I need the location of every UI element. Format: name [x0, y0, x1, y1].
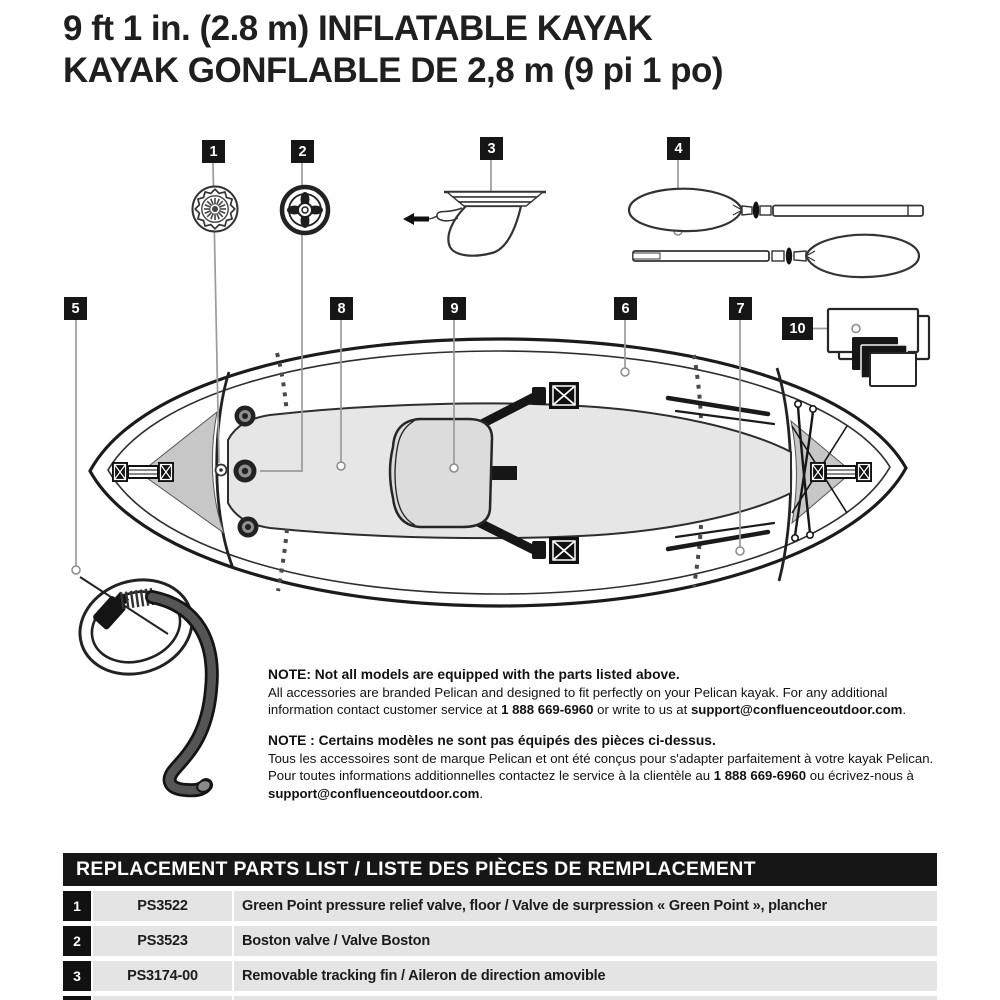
callout-6-label: 6 [621, 300, 630, 317]
part-number: PS3523 [137, 933, 188, 949]
pressure-relief-valve-illustration [193, 187, 238, 232]
callout-7-label: 7 [736, 300, 745, 317]
table-row [63, 961, 937, 991]
stern-handle [810, 462, 872, 482]
row-number: 1 [63, 891, 93, 921]
callout-2-label: 2 [298, 143, 307, 160]
support-email-fr: support@confluenceoutdoor.com [268, 785, 480, 801]
row-number: 2 [63, 926, 93, 956]
kayak-top-view [90, 339, 906, 606]
callout-4 [667, 137, 690, 160]
note-fr-text: Tous les accessoires sont de marque Pelican et ont été conçus pour s'adapter parfaitement à votre kayak Pelican. Pour toutes informations additionnelles contactez le service à la clientèle au [268, 750, 934, 784]
note-english [268, 666, 944, 719]
callout-9 [443, 297, 466, 320]
callout-5-label: 5 [71, 300, 80, 317]
callout-1 [202, 140, 225, 163]
callout-8-label: 8 [337, 300, 346, 317]
callout-10-label: 10 [789, 320, 806, 337]
note-fr-text3: . [479, 785, 484, 801]
part-number: PS3174-00 [127, 968, 198, 984]
part-description [232, 996, 937, 1000]
callout-8 [330, 297, 353, 320]
repair-patches-illustration [828, 309, 929, 386]
callout-3-label: 3 [487, 140, 496, 157]
note-en-text2: or write to us at [593, 702, 691, 718]
title-line-en: 9 ft 1 in. (2.8 m) INFLATABLE KAYAK [63, 9, 653, 48]
note-english-heading: NOTE: Not all models are equipped with the parts listed above. [268, 667, 680, 682]
callout-2 [291, 140, 314, 163]
note-fr-text2: ou écrivez-nous à [806, 768, 914, 784]
note-french [268, 732, 944, 802]
table-row-partial [63, 996, 937, 1000]
row-number: 3 [63, 961, 93, 991]
part-description: Boston valve / Valve Boston [232, 926, 937, 956]
note-french-body [268, 750, 944, 803]
note-french-heading: NOTE : Certains modèles ne sont pas équipés des pièces ci-dessus. [268, 733, 716, 748]
part-number [93, 996, 232, 1000]
paddle-illustration [629, 189, 923, 277]
floor-pressure-relief-valve [216, 465, 227, 476]
phone-number-fr: 1 888 669-6960 [713, 768, 807, 784]
part-description: Removable tracking fin / Aileron de direction amovible [232, 961, 937, 991]
parts-table-header: REPLACEMENT PARTS LIST / LISTE DES PIÈCES DE REMPLACEMENT [63, 853, 937, 886]
insert-direction-arrow [403, 213, 429, 225]
replacement-parts-table [63, 853, 937, 1000]
table-row [63, 926, 937, 956]
callout-3 [480, 137, 503, 160]
part-number: PS3522 [137, 898, 188, 914]
note-en-text: All accessories are branded Pelican and designed to fit perfectly on your Pelican kayak. For any additional information contact customer service at [268, 684, 888, 718]
callout-10 [782, 317, 813, 340]
bow-handle [112, 462, 174, 482]
phone-number: 1 888 669-6960 [501, 702, 594, 718]
note-english-body [268, 684, 944, 719]
callout-9-label: 9 [450, 300, 459, 317]
page-title [63, 8, 723, 92]
title-line-fr: KAYAK GONFLABLE DE 2,8 m (9 pi 1 po) [63, 51, 724, 90]
tracking-fin-illustration [403, 192, 546, 256]
callout-7 [729, 297, 752, 320]
note-en-text3: . [902, 702, 907, 718]
row-number [63, 996, 93, 1000]
callout-6 [614, 297, 637, 320]
table-row [63, 891, 937, 921]
callout-4-label: 4 [674, 140, 683, 157]
pump-hose-illustration [68, 566, 213, 794]
support-email: support@confluenceoutdoor.com [690, 702, 903, 718]
callout-1-label: 1 [209, 143, 218, 160]
callout-5 [64, 297, 87, 320]
boston-valve-illustration [282, 187, 328, 233]
part-description: Green Point pressure relief valve, floor / Valve de surpression « Green Point », plancher [232, 891, 937, 921]
